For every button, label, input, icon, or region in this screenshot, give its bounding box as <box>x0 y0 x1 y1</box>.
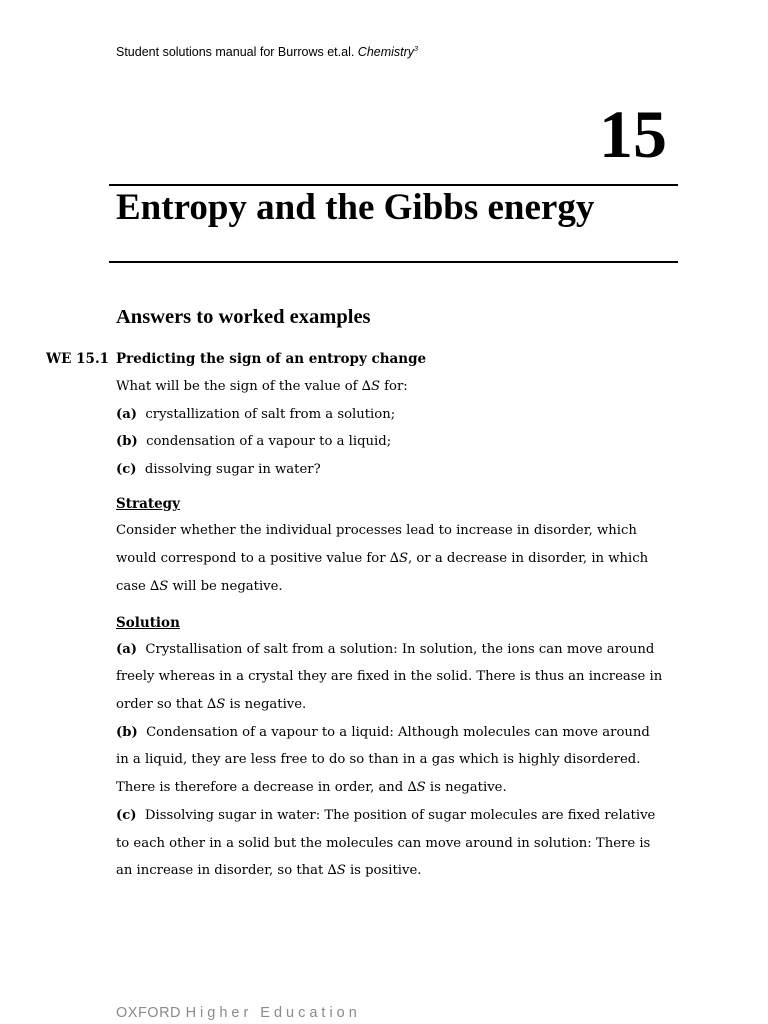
solution-c-line-2: to each other in a solid but the molecules can move around in solution: There is <box>116 836 651 851</box>
header-edition: 3 <box>414 45 418 53</box>
solution-a-line-1 <box>116 641 654 659</box>
question-intro-end: for: <box>379 379 408 394</box>
item-text: crystallization of salt from a solution; <box>145 407 396 422</box>
question-intro-text: What will be the sign of the value of <box>116 379 362 394</box>
question-item-c <box>116 461 321 479</box>
header-prefix: Student solutions manual for Burrows et.al. <box>116 45 358 59</box>
bottom-rule <box>109 261 678 263</box>
worked-example-label: WE 15.1 <box>46 351 110 367</box>
chapter-title: Entropy and the Gibbs energy <box>116 187 595 228</box>
solution-b-line-1 <box>116 724 650 742</box>
delta-symbol: ∆ <box>207 697 217 712</box>
chapter-number: 15 <box>599 96 667 172</box>
strategy-text: case <box>116 579 151 594</box>
footer-higher-education: Higher Education <box>185 1005 361 1021</box>
footer-oxford: OXFORD <box>116 1005 182 1021</box>
solution-text: is positive. <box>345 863 422 878</box>
solution-label: (a) <box>116 642 138 657</box>
question-item-b <box>116 433 391 451</box>
solution-text: order so that <box>116 697 208 712</box>
delta-symbol: ∆ <box>150 579 160 594</box>
delta-symbol: ∆ <box>389 551 399 566</box>
question-intro <box>116 378 408 396</box>
delta-symbol: ∆ <box>407 780 417 795</box>
solution-a-line-3 <box>116 696 306 714</box>
entropy-symbol: S <box>370 379 380 394</box>
entropy-symbol: S <box>159 579 169 594</box>
solution-c-line-1 <box>116 807 655 825</box>
solution-text: Condensation of a vapour to a liquid: Although molecules can move around <box>146 725 650 740</box>
strategy-line-3 <box>116 578 283 596</box>
solution-c-line-3 <box>116 862 421 880</box>
solution-text: an increase in disorder, so that <box>116 863 328 878</box>
running-header <box>116 45 418 59</box>
strategy-heading: Strategy <box>116 496 180 512</box>
header-book-title: Chemistry <box>357 45 415 59</box>
strategy-text: would correspond to a positive value for <box>116 551 390 566</box>
solution-text: is negative. <box>225 697 307 712</box>
solution-text: Dissolving sugar in water: The position of sugar molecules are fixed relative <box>144 808 656 823</box>
solution-a-line-2: freely whereas in a crystal they are fixed in the solid. There is thus an increase in <box>116 669 663 684</box>
strategy-text: will be negative. <box>168 579 283 594</box>
item-label: (c) <box>116 462 137 477</box>
entropy-symbol: S <box>336 863 346 878</box>
item-text: dissolving sugar in water? <box>144 462 321 477</box>
solution-label: (b) <box>116 725 138 740</box>
section-title: Answers to worked examples <box>116 306 371 328</box>
solution-text: Crystallisation of salt from a solution: In solution, the ions can move around <box>145 642 655 657</box>
solution-b-line-2: in a liquid, they are less free to do so than in a gas which is highly disordered. <box>116 752 641 767</box>
strategy-line-2 <box>116 550 648 568</box>
item-text: condensation of a vapour to a liquid; <box>146 434 392 449</box>
solution-label: (c) <box>116 808 137 823</box>
strategy-text: , or a decrease in disorder, in which <box>408 551 649 566</box>
strategy-line-1: Consider whether the individual processes lead to increase in disorder, which <box>116 523 637 538</box>
question-item-a <box>116 406 395 424</box>
delta-symbol: ∆ <box>327 863 337 878</box>
solution-text: is negative. <box>425 780 507 795</box>
publisher-footer <box>116 1005 361 1021</box>
entropy-symbol: S <box>416 780 426 795</box>
solution-b-line-3 <box>116 779 507 797</box>
worked-example-title: Predicting the sign of an entropy change <box>116 351 427 367</box>
item-label: (a) <box>116 407 138 422</box>
solution-heading: Solution <box>116 615 180 631</box>
entropy-symbol: S <box>398 551 409 566</box>
delta-symbol: ∆ <box>361 379 371 394</box>
item-label: (b) <box>116 434 138 449</box>
solution-text: There is therefore a decrease in order, and <box>116 780 408 795</box>
entropy-symbol: S <box>216 697 226 712</box>
